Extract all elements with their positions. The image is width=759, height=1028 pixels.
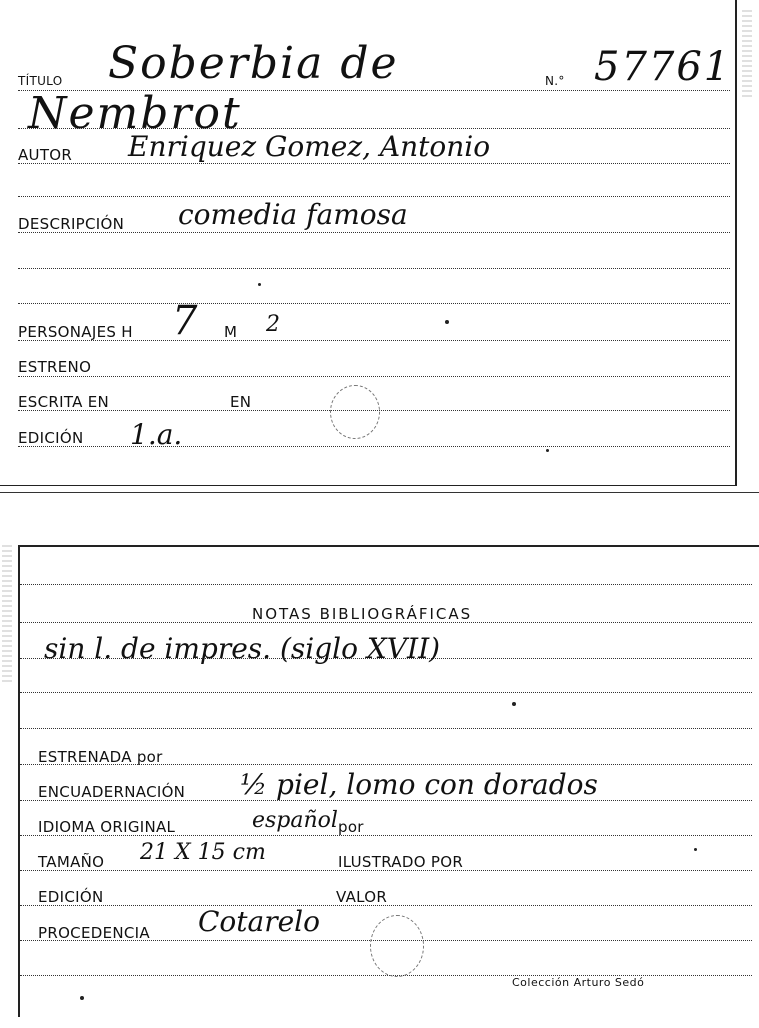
notas-value: sin l. de impres. (siglo XVII) [44,632,441,665]
card-separator [0,492,759,493]
ink-speck [258,283,261,286]
idioma-label: IDIOMA ORIGINAL [38,818,176,836]
estrenada-label: ESTRENADA por [38,748,163,766]
ink-speck [694,848,697,851]
ink-speck [445,320,449,324]
titulo-value-line2: Nembrot [28,88,242,139]
scan-edge-noise [742,10,752,100]
ruled-line [18,268,730,269]
numero-value: 57761 [594,44,732,90]
ruled-line [18,303,730,304]
collection-credit: Colección Arturo Sedó [512,976,645,989]
ruled-line [18,196,730,197]
idioma-por-label: por [338,818,364,836]
valor-label: VALOR [336,888,388,906]
numero-label: N.° [545,74,565,88]
encuadernacion-value: ½ piel, lomo con dorados [240,768,598,801]
ink-speck [546,449,549,452]
notas-header: NOTAS BIBLIOGRÁFICAS [252,605,473,623]
ruled-line [18,163,730,164]
tamano-value: 21 X 15 cm [140,840,266,865]
ruled-line [20,692,752,693]
ink-speck [512,702,516,706]
autor-label: AUTOR [18,146,73,164]
ruled-line [18,232,730,233]
procedencia-value: Cotarelo [198,905,320,938]
personajes-m-value: 2 [266,312,280,337]
personajes-label: PERSONAJES H [18,323,133,341]
en-label: EN [230,393,252,411]
ruled-line [20,584,752,585]
scan-edge-noise [2,545,12,685]
stamp-mark [330,385,380,439]
tamano-label: TAMAÑO [38,853,105,871]
encuadernacion-label: ENCUADERNACIÓN [38,783,186,801]
edicion-back-label: EDICIÓN [38,888,104,906]
escrita-label: ESCRITA EN [18,393,110,411]
ruled-line [20,728,752,729]
descripcion-label: DESCRIPCIÓN [18,215,125,233]
edicion-value: 1.a. [130,418,183,451]
personajes-m-label: M [224,323,238,341]
titulo-label: TÍTULO [18,74,63,88]
descripcion-value: comedia famosa [178,198,408,231]
autor-value: Enriquez Gomez, Antonio [128,130,491,163]
personajes-h-value: 7 [172,298,200,344]
titulo-value-line1: Soberbia de [108,38,399,89]
procedencia-label: PROCEDENCIA [38,924,150,942]
ruled-line [18,376,730,377]
ink-speck [80,996,84,1000]
stamp-mark [370,915,424,977]
edicion-label: EDICIÓN [18,429,84,447]
ruled-line [18,446,730,447]
idioma-value: español [252,808,338,833]
estreno-label: ESTRENO [18,358,92,376]
ilustrado-label: ILUSTRADO POR [338,853,464,871]
